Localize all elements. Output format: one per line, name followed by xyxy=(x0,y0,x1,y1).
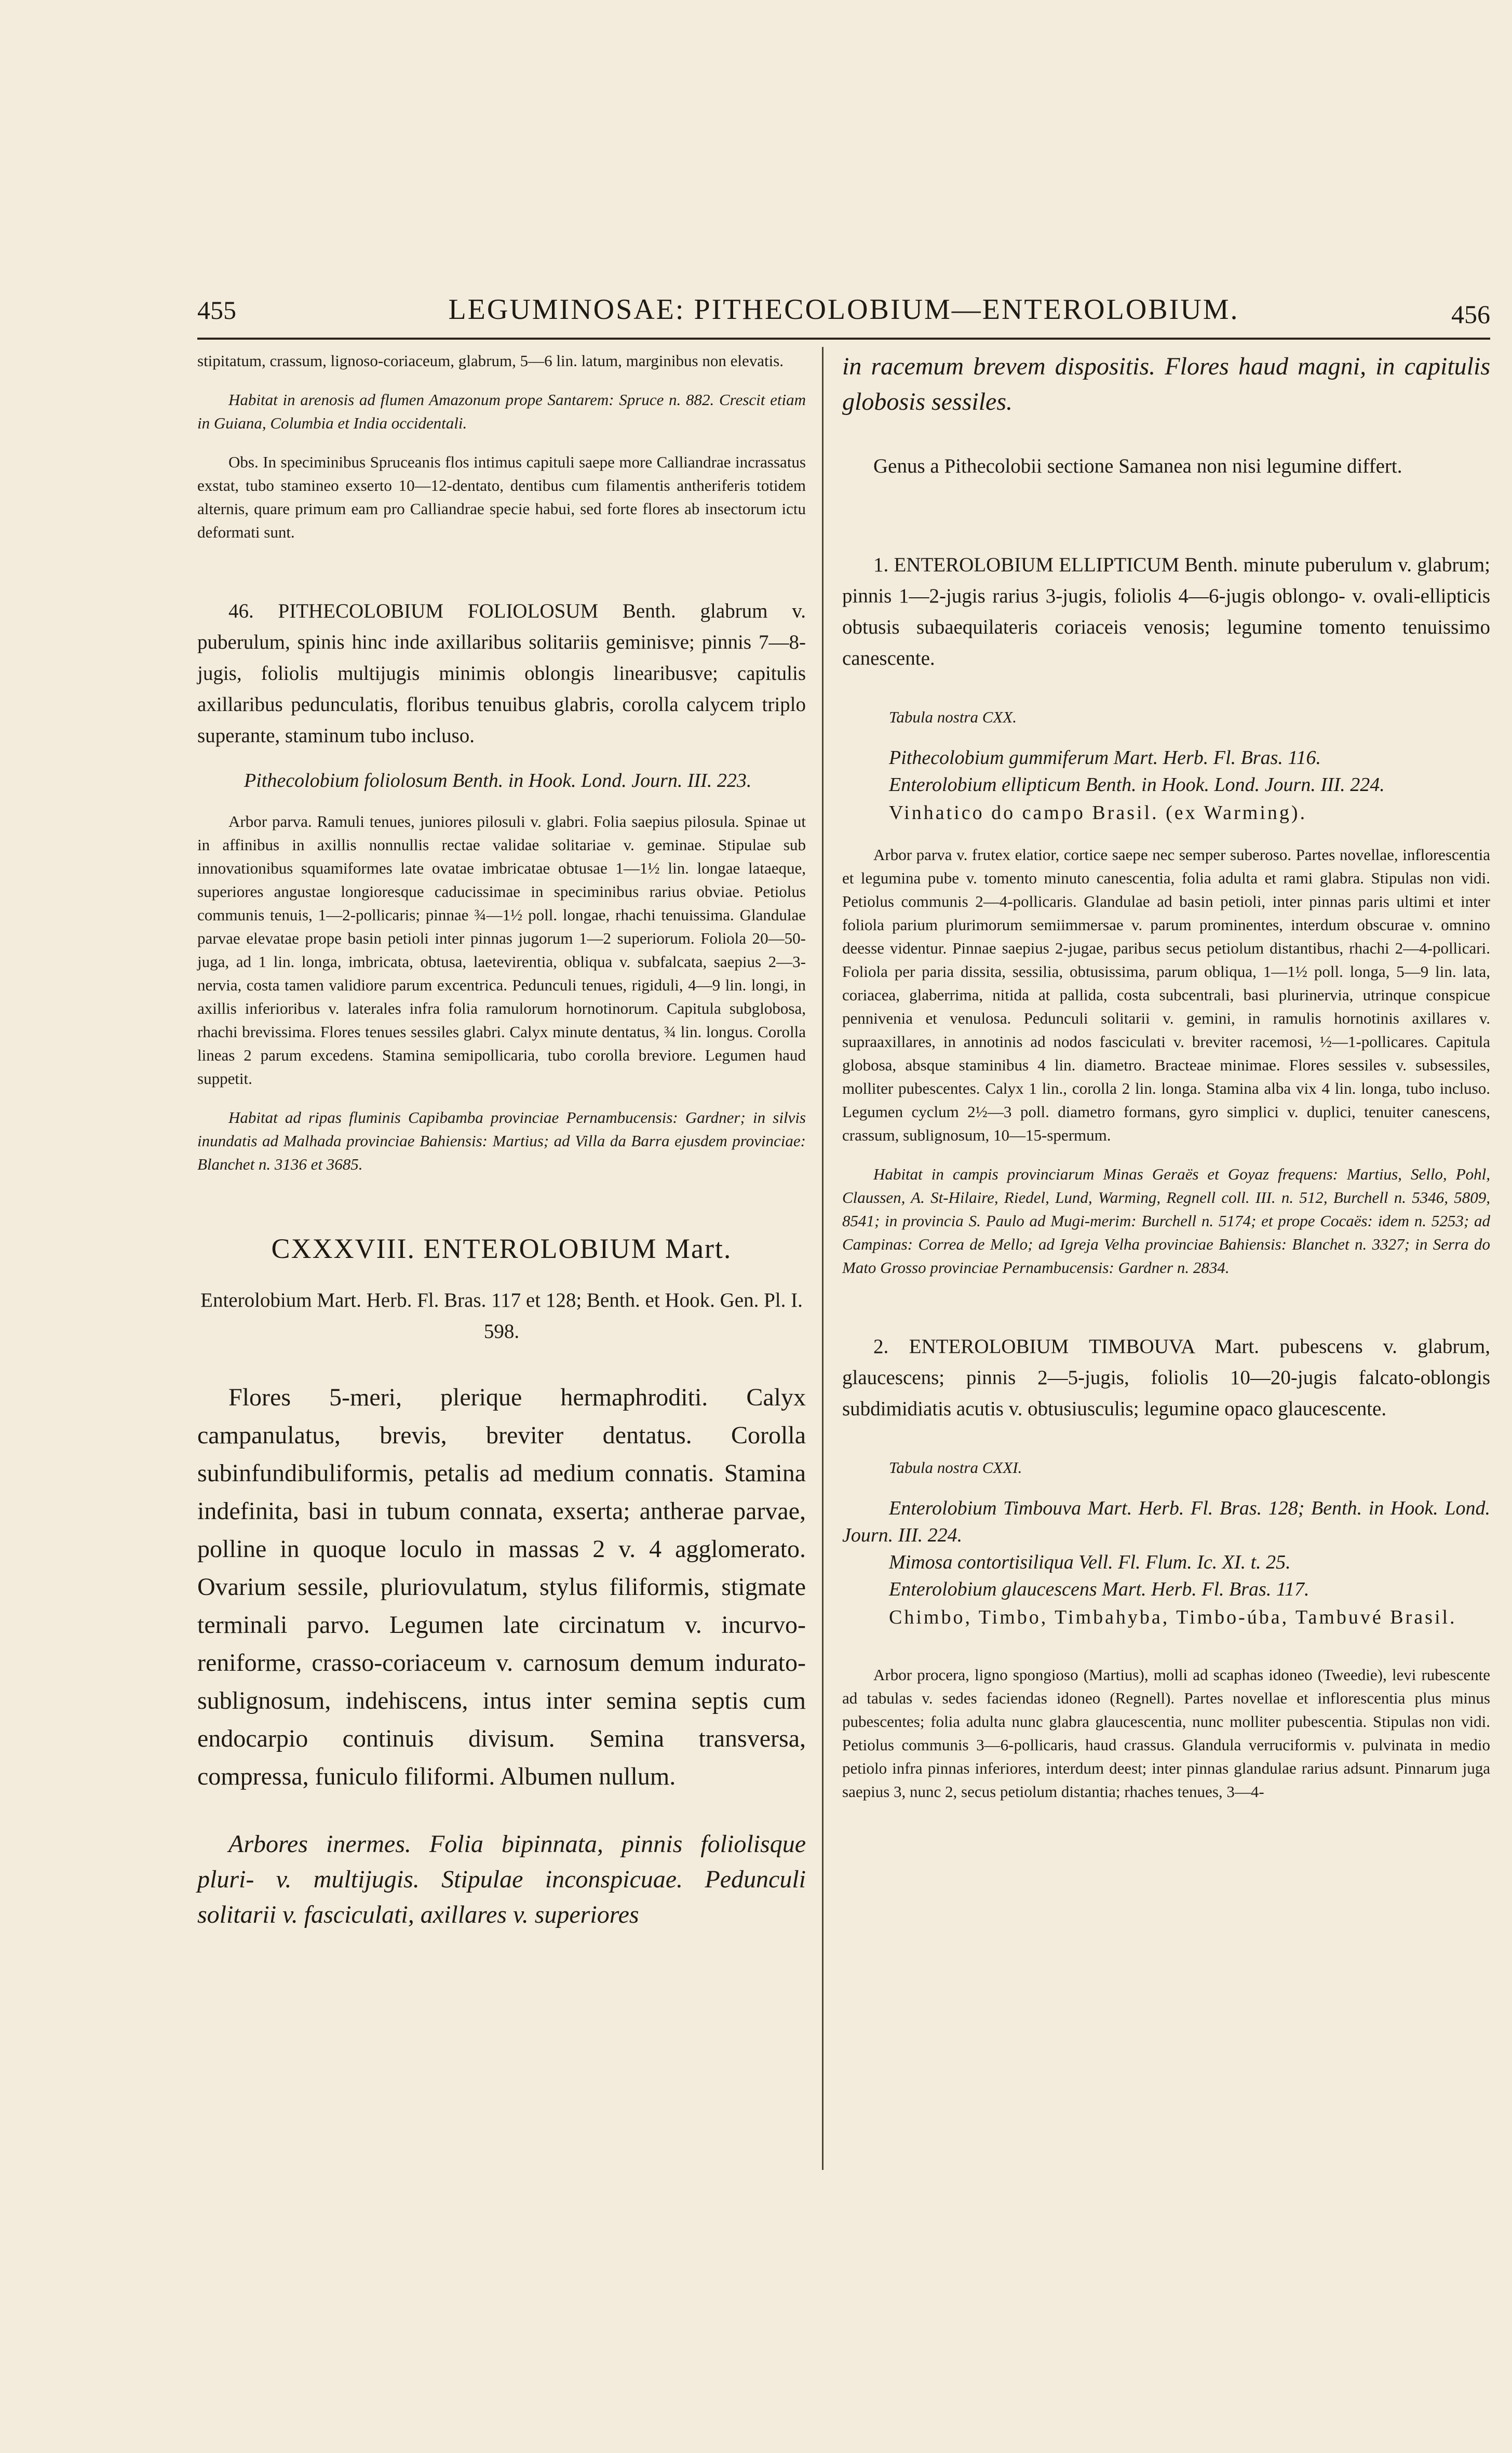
plate-reference: Tabula nostra CXXI. xyxy=(889,1458,1022,1477)
synonym-citation: Enterolobium Timbouva Mart. Herb. Fl. Bras. 128; Benth. in Hook. Lond. Journ. III. 224. xyxy=(842,1497,1490,1546)
species-diagnosis: 46. PITHECOLOBIUM FOLIOLOSUM Benth. glabrum v. puberulum, spinis hinc inde axillaribus solitariis geminisve; pinnis 7—8-jugis, foliolis multijugis minimis oblongis linearibusve; capitulis axillaribus pedunculatis, floribus tenuibus glabris, corolla calycem triplo superante, staminum tubo incluso. xyxy=(197,600,806,747)
running-title: LEGUMINOSAE: PITHECOLOBIUM—ENTEROLOBIUM. xyxy=(448,293,1239,326)
page-number-right: 456 xyxy=(1451,300,1490,329)
synonym-citation: Mimosa contortisiliqua Vell. Fl. Flum. Ic. XI. t. 25. xyxy=(889,1551,1291,1573)
genus-habit: Arbores inermes. Folia bipinnata, pinnis foliolisque pluri- v. multijugis. Stipulae inconspicuae. Pedunculi solitarii v. fasciculati, axillares v. superiores xyxy=(197,1830,806,1928)
genus-note: Genus a Pithecolobii sectione Samanea non nisi legumine differt. xyxy=(873,455,1402,477)
column-divider xyxy=(822,347,824,2170)
continuation-paragraph: stipitatum, crassum, lignoso-coriaceum, glabrum, 5—6 lin. latum, marginibus non elevatis. xyxy=(197,352,784,370)
species-diagnosis: 2. ENTEROLOBIUM TIMBOUVA Mart. pubescens v. glabrum, glaucescens; pinnis 2—5-jugis, foliolis 10—20-jugis falcato-oblongis subdimidiatis acutis v. obtusiusculis; legumine opaco glaucescente. xyxy=(842,1335,1490,1420)
species-description: Arbor parva v. frutex elatior, cortice saepe nec semper suberoso. Partes novellae, inflorescentia et legumina pube v. tomento minuto canescentia, folia adulta et rami glabra. Stipulas non vidi. Petiolus communis 2—4-pollicaris. Glandulae ad basin petioli, inter pinnas paris ultimi et inter foliola parium plurimorum semiimmersae v. parum prominentes, interdum obscurae v. omnino deesse videntur. Pinnae saepius 2-jugae, paribus secus petiolum distantibus, rhachi 2—4-pollicari. Foliola per paria dissita, sessilia, obtusissima, parum obliqua, 1—1½ poll. longa, 5—9 lin. lata, coriacea, glaberrima, nitida at pallida, costa subcentrali, basi plurinervia, utrinque conspicue pennivenia et venulosa. Pedunculi solitarii v. gemini, in ramulis hornotinis axillares v. supraaxillares, in annotinis ad nodos fasciculati v. breviter racemosi, ½—1-pollicares. Capitula globosa, absque staminibus 4 lin. diametro. Bracteae minimae. Flores sessiles v. subsessiles, molliter pubescentes. Calyx 1 lin., corolla 2 lin. longa. Stamina alba vix 4 lin. longa, tubo incluso. Legumen cyclum 2½—3 poll. diametro formans, gyro simplici v. duplici, tenuiter canescens, crassum, sublignosum, 10—15-spermum. xyxy=(842,846,1490,1144)
species-description: Arbor parva. Ramuli tenues, juniores pilosuli v. glabri. Folia saepius pilosula. Spinae ut in affinibus in axillis nonnullis rectae validae solitariae v. geminae. Stipulae sub innovationibus squamiformes late ovatae imbricatae obtusae 1—1½ lin. longae lataeque, superiores angustae longioresque caducissimae in speciminibus rarius obviae. Petiolus communis tenuis, 1—2-pollicaris; pinnae ¾—1½ poll. longae, rhachi tenuissima. Glandulae parvae elevatae prope basin petioli inter pinnas jugorum 1—2 superiorum. Foliola 20—50-juga, ad 1 lin. longa, imbricata, obtusa, laetevirentia, obliqua v. subfalcata, saepius 2—3-nervia, costa tamen validiore parum excentrica. Pedunculi tenues, rigiduli, 4—9 lin. longi, in axillis inferioribus v. laterales infra folia ramulorum hornotinorum. Capitula subglobosa, rhachi brevissima. Flores tenues sessiles glabri. Calyx minute dentatus, ¾ lin. longus. Corolla lineas 2 parum excedens. Stamina semipollicaria, tubo corolla breviore. Legumen haud suppetit. xyxy=(197,812,806,1088)
vernacular-names: Chimbo, Timbo, Timbahyba, Timbo-úba, Tambuvé Brasil. xyxy=(889,1606,1457,1628)
habitat-paragraph: Habitat in campis provinciarum Minas Geraës et Goyaz frequens: Martius, Sello, Pohl, Claussen, A. St-Hilaire, Riedel, Lund, Warming, Regnell coll. III. n. 512, Burchell n. 5346, 5809, 8541; in provincia S. Paulo ad Mugi-merim: Burchell n. 5174; et prope Cocaës: idem n. 5253; ad Campinas: Correa de Mello; ad Igreja Velha provinciae Bahiensis: Blanchet n. 3327; in Serra do Mato Grosso provinciae Pernambucensis: Gardner n. 2834. xyxy=(842,1165,1490,1277)
synonym-citation: Enterolobium ellipticum Benth. in Hook. Lond. Journ. III. 224. xyxy=(889,774,1385,796)
species-description: Arbor procera, ligno spongioso (Martius), molli ad scaphas idoneo (Tweedie), levi rubescente ad tabulas v. sedes faciendas idoneo (Regnell). Partes novellae et inflorescentia plus minus pubescentes; folia adulta nunc glabra glaucescentia, nunc molliter pubescentia. Stipulas non vidi. Petiolus communis 3—6-pollicaris, haud crassus. Glandula verruciformis v. pulvinata in medio petiolo infra pinnas inferiores, interdum deest; inter pinnas glandulae rarius adsunt. Pinnarum juga saepius 3, nunc 2, secus petiolum distantia; rhaches tenues, 3—4- xyxy=(842,1666,1490,1801)
species-diagnosis: 1. ENTEROLOBIUM ELLIPTICUM Benth. minute puberulum v. glabrum; pinnis 1—2-jugis rarius 3-jugis, foliolis 4—6-jugis oblongo- v. ovali-ellipticis obtusis subaequilateris coriaceis venosis; legumine tomento tenuissimo canescente. xyxy=(842,554,1490,669)
page-header xyxy=(197,295,1490,331)
habitat-paragraph: Habitat ad ripas fluminis Capibamba provinciae Pernambucensis: Gardner; in silvis inundatis ad Malhada provinciae Bahiensis: Martius; ad Villa da Barra ejusdem provinciae: Blanchet n. 3136 et 3685. xyxy=(197,1108,806,1173)
observation-paragraph: Obs. In speciminibus Spruceanis flos intimus capituli saepe more Calliandrae incrassatus exstat, tubo stamineo exserto 10—12-dentato, dentibus cum filamentis antheriferis totidem alternis, quare primum eam pro Calliandrae specie habui, sed forte flores ab insectorum ictu deformati sunt. xyxy=(197,453,806,541)
genus-heading: CXXXVIII. ENTEROLOBIUM Mart. xyxy=(271,1233,732,1264)
left-column xyxy=(197,349,806,1933)
genus-description: Flores 5-meri, plerique hermaphroditi. Calyx campanulatus, brevis, breviter dentatus. Corolla subinfundibuliformis, petalis ad medium connatis. Stamina indefinita, basi in tubum connata, exserta; antherae parvae, polline in quoque loculo in massas 2 v. 4 agglomerato. Ovarium sessile, pluriovulatum, stylus filiformis, stigmate terminali parvo. Legumen late circinatum v. incurvo-reniforme, crasso-coriaceum v. carnosum demum indurato-sublignosum, indehiscens, intus inter semina septis cum endocarpio continuis divisum. Semina transversa, compressa, funiculo filiformi. Albumen nullum. xyxy=(197,1384,806,1790)
right-column xyxy=(842,349,1490,1803)
genus-habit-continued: in racemum brevem dispositis. Flores haud magni, in capitulis globosis sessiles. xyxy=(842,353,1490,415)
header-rule xyxy=(197,338,1490,340)
plate-reference: Tabula nostra CXX. xyxy=(889,708,1017,726)
synonym-citation: Enterolobium glaucescens Mart. Herb. Fl. Bras. 117. xyxy=(889,1578,1310,1600)
synonym-citation: Pithecolobium foliolosum Benth. in Hook. Lond. Journ. III. 223. xyxy=(244,770,752,792)
synonym-citation: Pithecolobium gummiferum Mart. Herb. Fl. Bras. 116. xyxy=(889,747,1321,769)
habitat-paragraph: Habitat in arenosis ad flumen Amazonum prope Santarem: Spruce n. 882. Crescit etiam in Guiana, Columbia et India occidentali. xyxy=(197,391,806,432)
vernacular-names: Vinhatico do campo Brasil. (ex Warming). xyxy=(889,802,1307,824)
genus-reference: Enterolobium Mart. Herb. Fl. Bras. 117 et 128; Benth. et Hook. Gen. Pl. I. 598. xyxy=(200,1289,803,1343)
page-number-left: 455 xyxy=(197,296,236,325)
